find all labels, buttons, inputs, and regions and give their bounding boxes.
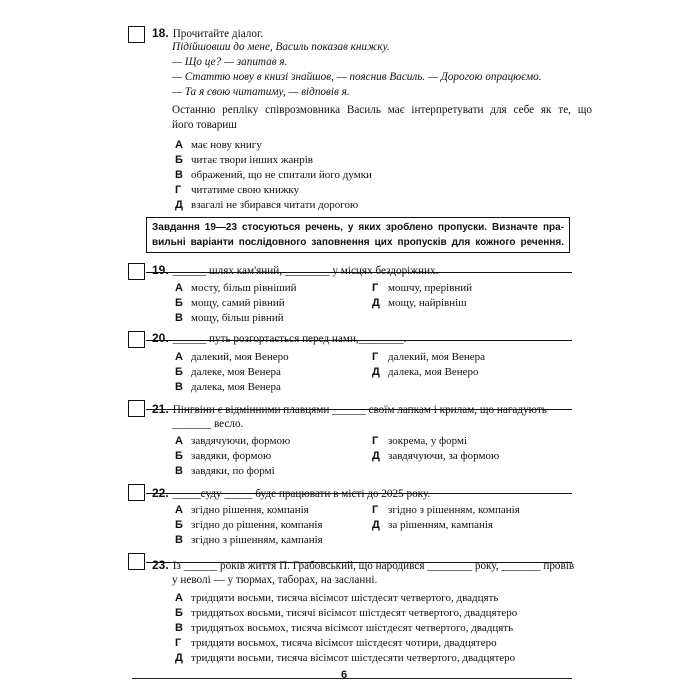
q20-blank-1[interactable]: ______: [172, 333, 207, 345]
q18-paragraph-line-1: Останню репліку співрозмовника Василь має інтерпретувати для себе як те, що: [172, 104, 592, 116]
q22-blank-1[interactable]: _____: [172, 488, 201, 500]
q18-prompt-line: [152, 26, 263, 41]
answer-checkbox-20[interactable]: [128, 331, 145, 348]
q19-option-a[interactable]: А мосту, більш рівніший: [175, 282, 297, 294]
q21-option-d[interactable]: Д завдячуючи, за формою: [372, 450, 500, 462]
q23-blank-2[interactable]: ________: [427, 560, 473, 572]
q23-option-b[interactable]: Б тридцятьох восьми, тисячі вісімсот шістдесят четвертого, двадцятеро: [175, 607, 518, 619]
q21-sentence-line-2: _______ весло.: [172, 418, 244, 430]
q21-blank-1[interactable]: ______: [332, 404, 366, 416]
q20-option-d[interactable]: Д далека, моя Венеро: [372, 366, 479, 378]
q18-number: 18.: [152, 26, 169, 40]
q18-paragraph-line-2: його товариш: [172, 119, 237, 131]
q20-sentence: 20. ______ путь розгортається перед нами,________.: [152, 331, 407, 345]
q23-number: 23.: [152, 558, 169, 572]
q22-number: 22.: [152, 486, 169, 500]
q22-option-v[interactable]: В згідно з рішенням, кампанія: [175, 534, 323, 546]
q18-option-c[interactable]: В ображений, що не спитали його думки: [175, 169, 372, 181]
q21-option-v[interactable]: В завдяки, по формі: [175, 465, 275, 477]
q19-blank-2[interactable]: ________: [284, 265, 330, 277]
q19-option-d[interactable]: Д мощу, найрівніш: [372, 297, 467, 309]
q21-number: 21.: [152, 402, 169, 416]
footer-rule: [132, 678, 572, 679]
instruction-line-2: вильні варіанти послідовного заповнення цих пропусків для кожного речення.: [152, 237, 564, 248]
q21-option-a[interactable]: А завдячуючи, формою: [175, 435, 291, 447]
q19-option-v[interactable]: В мощу, більш рівний: [175, 312, 284, 324]
q19-number: 19.: [152, 263, 169, 277]
answer-checkbox-19[interactable]: [128, 263, 145, 280]
answer-checkbox-23[interactable]: [128, 553, 145, 570]
q23-option-d[interactable]: Д тридцяти восьми, тисяча вісімсот шістдесяти четвертого, двадцятеро: [175, 652, 516, 664]
q22-sentence: 22. _____суду _____ буде працювати в місті до 2025 року.: [152, 486, 431, 500]
q21-sentence-line-1: 21. Пінгвіни є відмінними плавцями ______ своїм лапкам і крилам, що нагадують: [152, 402, 547, 416]
q18-prompt: Прочитайте діалог.: [172, 28, 264, 40]
q20-number: 20.: [152, 331, 169, 345]
q22-blank-2[interactable]: _____: [224, 488, 253, 500]
page-number: 6: [341, 669, 348, 681]
q19-option-b[interactable]: Б мощу, самий рівний: [175, 297, 285, 309]
q20-option-g[interactable]: Г далекий, моя Венера: [372, 351, 485, 363]
q18-dialog-line-1: Підійшовши до мене, Василь показав книжку.: [172, 41, 390, 53]
q21-blank-2[interactable]: _______: [172, 418, 212, 430]
q23-sentence-line-2: у неволі — у тюрмах, таборах, на засланні.: [172, 574, 378, 586]
q22-option-b[interactable]: Б згідно до рішення, компанія: [175, 519, 323, 531]
q18-dialog-line-3: — Статтю нову в книзі знайшов, — пояснив Василь. — Дорогою опрацюємо.: [172, 71, 542, 83]
q22-option-g[interactable]: Г згідно з рішенням, компанія: [372, 504, 520, 516]
q18-option-b[interactable]: Б читає твори інших жанрів: [175, 154, 313, 166]
answer-checkbox-21[interactable]: [128, 400, 145, 417]
q18-dialog-line-2: — Що це? — запитав я.: [172, 56, 288, 68]
q23-blank-1[interactable]: ______: [183, 560, 218, 572]
q23-option-g[interactable]: Г тридцяти восьмох, тисяча вісімсот шістдесят чотири, двадцятеро: [175, 637, 497, 649]
answer-checkbox-18[interactable]: [128, 26, 145, 43]
q19-sentence: 19. ______ шлях кам'яний, ________ у місцях бездоріжних.: [152, 263, 439, 277]
q23-option-a[interactable]: А тридцяти восьми, тисяча вісімсот шістдесят четвертого, двадцять: [175, 592, 499, 604]
q23-blank-3[interactable]: _______: [501, 560, 541, 572]
q22-option-d[interactable]: Д за рішенням, кампанія: [372, 519, 493, 531]
q23-sentence-line-1: 23. Із ______ років життя П. Грабовський, що народився ________ року, _______ провів: [152, 558, 575, 572]
answer-checkbox-22[interactable]: [128, 484, 145, 501]
q18-option-e[interactable]: Д взагалі не збирався читати дорогою: [175, 199, 359, 211]
q21-option-g[interactable]: Г зокрема, у формі: [372, 435, 468, 447]
q20-option-v[interactable]: В далека, моя Венера: [175, 381, 281, 393]
q19-option-g[interactable]: Г мошчу, прерівний: [372, 282, 473, 294]
q19-blank-1[interactable]: ______: [172, 265, 207, 277]
q20-blank-2[interactable]: ________: [358, 333, 404, 345]
q18-option-a[interactable]: А має нову книгу: [175, 139, 262, 151]
q18-option-d[interactable]: Г читатиме свою книжку: [175, 184, 300, 196]
instruction-line-1: Завдання 19—23 стосуються речень, у яких зроблено пропуски. Визначте пра-: [152, 222, 564, 233]
q18-dialog-line-4: — Та я свою читатиму, — відповів я.: [172, 86, 350, 98]
instruction-box: [146, 217, 570, 253]
q23-option-v[interactable]: В тридцятьох восьмох, тисяча вісімсот шістдесят четвертого, двадцять: [175, 622, 514, 634]
q20-option-b[interactable]: Б далеке, моя Венера: [175, 366, 281, 378]
q22-option-a[interactable]: А згідно рішення, компанія: [175, 504, 309, 516]
q20-option-a[interactable]: А далекий, моя Венеро: [175, 351, 289, 363]
q21-option-b[interactable]: Б завдяки, формою: [175, 450, 272, 462]
